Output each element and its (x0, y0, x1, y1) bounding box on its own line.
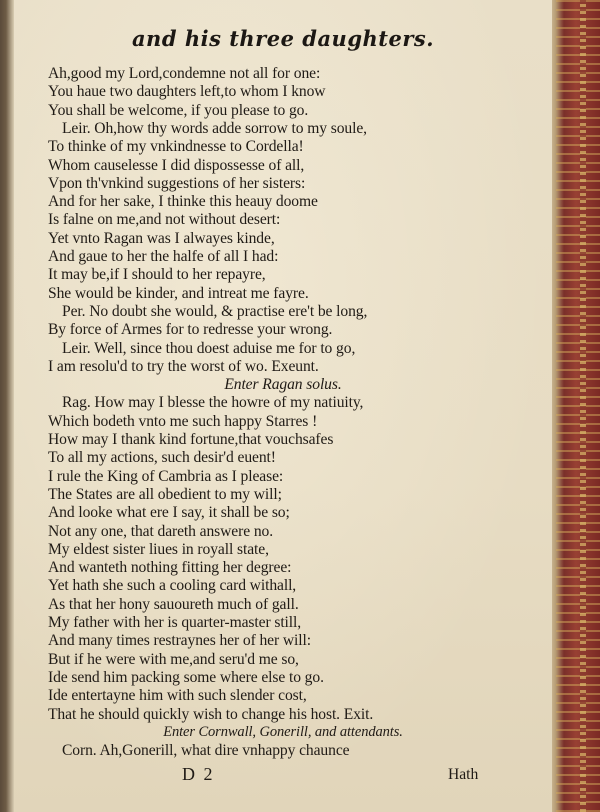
text-line-1: Ah,good my Lord,condemne not all for one: (48, 65, 321, 82)
text-line-27: My eldest sister liues in royall state, (48, 540, 269, 558)
text-line-28: And wanteth nothing fitting her degree: (48, 559, 292, 577)
text-line-15: By force of Armes for to redresse your wrong. (48, 321, 333, 339)
text-line-12: It may be,if I should to her repayre, (48, 266, 266, 284)
text-line-6: Whom causelesse I did dispossesse of all, (48, 156, 305, 174)
text-line-14: Per. No doubt she would, & practise ere't be long, (62, 302, 368, 320)
text-line-10: Yet vnto Ragan was I alwayes kinde, (48, 229, 275, 247)
stage-direction-enter-cornwall: Enter Cornwall, Gonerill, and attendants. (163, 723, 403, 740)
text-line-17: I am resolu'd to try the worst of wo. Exeunt. (48, 357, 319, 375)
text-line-16: Leir. Well, since thou doest aduise me for to go, (62, 339, 356, 357)
text-line-8: And for her sake, I thinke this heauy doome (48, 193, 318, 211)
text-line-23: I rule the King of Cambria as I please: (48, 467, 284, 485)
text-line-5: To thinke of my vnkindnesse to Cordella! (48, 138, 304, 156)
text-line-29: Yet hath she such a cooling card withall, (48, 577, 297, 595)
text-line-20: Which bodeth vnto me such happy Starres ! (48, 412, 318, 430)
text-line-9: Is falne on me,and not without desert: (48, 211, 281, 229)
text-line-11: And gaue to her the halfe of all I had: (48, 248, 279, 265)
text-line-32: And many times restraynes her of her will: (48, 632, 311, 650)
signature-mark: D 2 (182, 764, 215, 784)
running-header: and his three daughters. (131, 26, 435, 51)
page-sheet (14, 0, 552, 812)
gilt-page-edge (556, 0, 600, 812)
gilt-edge-pattern (580, 0, 586, 812)
text-line-33: But if he were with me,and seru'd me so, (48, 650, 299, 668)
text-line-3: You shall be welcome, if you please to go. (48, 101, 309, 119)
text-line-25: And looke what ere I say, it shall be so; (48, 504, 290, 522)
stage-direction-enter-ragan: Enter Ragan solus. (224, 376, 342, 394)
text-line-7: Vpon th'vnkind suggestions of her sisters: (48, 174, 306, 192)
text-line-19: Rag. How may I blesse the howre of my natiuity, (62, 394, 364, 412)
text-line-36: That he should quickly wish to change his host. Exit. (48, 705, 374, 723)
text-line-30: As that her hony sauoureth much of gall. (48, 595, 299, 613)
text-line-26: Not any one, that dareth answere no. (48, 522, 274, 540)
text-line-22: To all my actions, such desir'd euent! (48, 449, 276, 467)
text-line-38: Corn. Ah,Gonerill, what dire vnhappy chaunce (62, 742, 350, 760)
text-line-21: How may I thank kind fortune,that vouchsafes (48, 431, 334, 448)
catchword: Hath (448, 766, 479, 783)
text-line-13: She would be kinder, and intreat me fayre. (48, 284, 309, 302)
text-line-34: Ide send him packing some where else to go. (48, 668, 324, 686)
text-line-24: The States are all obedient to my will; (48, 485, 282, 503)
text-line-2: You haue two daughters left,to whom I know (48, 83, 326, 101)
text-line-31: My father with her is quarter-master still, (48, 614, 302, 631)
text-line-4: Leir. Oh,how thy words adde sorrow to my soule, (62, 119, 367, 137)
text-line-35: Ide entertayne him with such slender cost, (48, 687, 307, 705)
